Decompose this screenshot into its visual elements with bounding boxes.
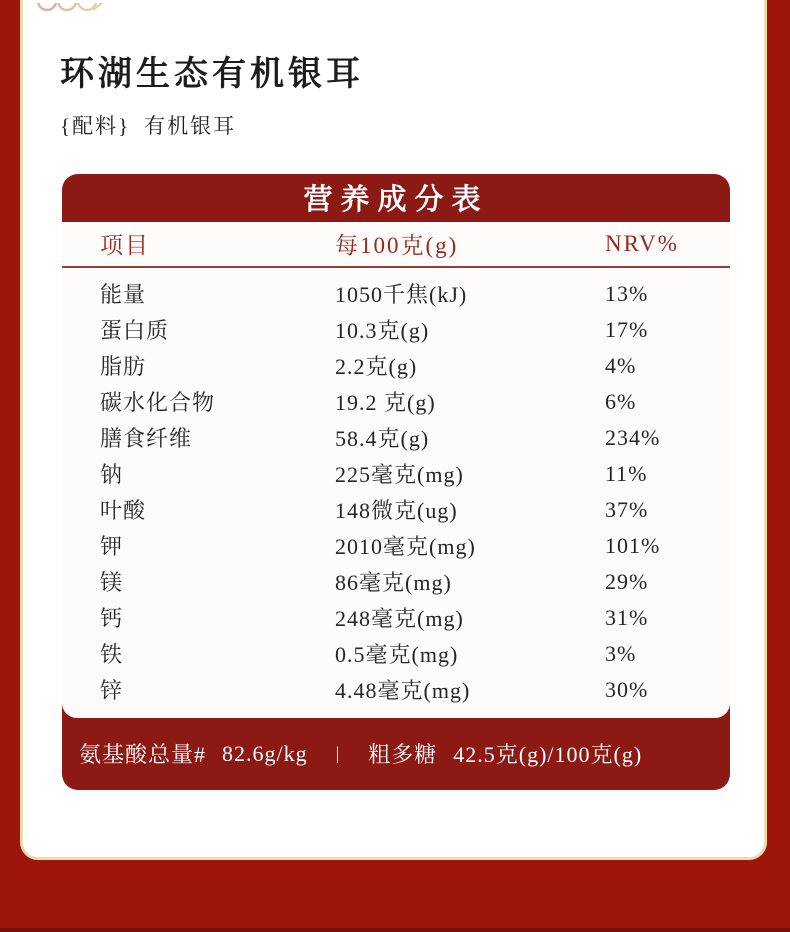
nutrient-nrv: 11% (605, 460, 648, 486)
table-row (62, 636, 730, 672)
nutrient-amount: 148微克(ug) (335, 498, 458, 524)
nutrient-nrv: 13% (605, 280, 649, 306)
nutrient-amount: 58.4克(g) (335, 426, 430, 452)
nutrient-nrv: 101% (605, 532, 661, 558)
nutrient-name: 能量 (100, 282, 147, 308)
table-row (62, 348, 730, 384)
nutrient-amount: 225毫克(mg) (335, 462, 464, 488)
gold-flourish-icon (33, 3, 111, 21)
table-row (62, 564, 730, 600)
nutrient-amount: 2.2克(g) (335, 354, 418, 380)
table-row (62, 456, 730, 492)
nutrient-nrv: 3% (605, 640, 637, 666)
table-row (62, 600, 730, 636)
nutrient-nrv: 17% (605, 316, 649, 342)
ingredients-value: 有机银耳 (144, 113, 237, 138)
nutrient-nrv: 29% (605, 568, 649, 594)
nutrient-name: 叶酸 (100, 498, 147, 524)
table-row (62, 420, 730, 456)
footer-divider: | (335, 743, 341, 764)
nutrient-name: 脂肪 (100, 354, 147, 380)
nutrient-name: 钠 (100, 462, 124, 488)
bottom-edge-strip (0, 928, 790, 932)
polysaccharide-value: 42.5克(g)/100克(g) (453, 742, 643, 768)
nutrient-nrv: 6% (605, 388, 637, 414)
nutrition-table-title: 营养成分表 (303, 184, 489, 217)
col-header-item: 项目 (100, 233, 150, 259)
table-row (62, 276, 730, 312)
nutrient-amount: 2010毫克(mg) (335, 534, 476, 560)
amino-acid-value: 82.6g/kg (222, 740, 308, 766)
nutrient-amount: 4.48毫克(mg) (335, 678, 471, 704)
ingredients-label: {配料} (60, 113, 131, 138)
nutrient-name: 铁 (100, 642, 124, 668)
table-row (62, 672, 730, 708)
nutrient-name: 钾 (100, 534, 124, 560)
nutrient-name: 碳水化合物 (100, 390, 216, 416)
nutrient-name: 镁 (100, 570, 124, 596)
nutrient-nrv: 4% (605, 352, 637, 378)
col-header-per100g: 每100克(g) (335, 233, 459, 259)
nutrient-name: 锌 (100, 678, 124, 704)
ingredients-line (60, 110, 764, 140)
nutrient-amount: 10.3克(g) (335, 318, 430, 344)
polysaccharide-label: 粗多糖 (368, 742, 438, 768)
table-row (62, 528, 730, 564)
nutrient-amount: 0.5毫克(mg) (335, 642, 459, 668)
table-row (62, 312, 730, 348)
nutrition-rows (62, 268, 730, 708)
nutrient-nrv: 37% (605, 496, 649, 522)
nutrient-amount: 248毫克(mg) (335, 606, 464, 632)
nutrient-amount: 86毫克(mg) (335, 570, 452, 596)
nutrient-name: 蛋白质 (100, 318, 170, 344)
nutrient-nrv: 30% (605, 676, 649, 702)
col-header-nrv: NRV% (605, 230, 679, 256)
table-row (62, 384, 730, 420)
nutrition-table (62, 174, 730, 790)
nutrient-amount: 19.2 克(g) (335, 390, 436, 416)
nutrient-name: 膳食纤维 (100, 426, 193, 452)
table-row (62, 492, 730, 528)
product-title: 环湖生态有机银耳 (60, 56, 364, 93)
nutrition-table-footer (62, 718, 730, 790)
nutrient-nrv: 234% (605, 424, 661, 450)
nutrition-column-headers (62, 222, 730, 268)
amino-acid-label: 氨基酸总量# (79, 742, 207, 768)
nutrient-name: 钙 (100, 606, 124, 632)
nutrient-nrv: 31% (605, 604, 649, 630)
nutrient-amount: 1050千焦(kJ) (335, 282, 468, 308)
product-card (20, 0, 767, 860)
nutrition-table-body (62, 222, 730, 718)
